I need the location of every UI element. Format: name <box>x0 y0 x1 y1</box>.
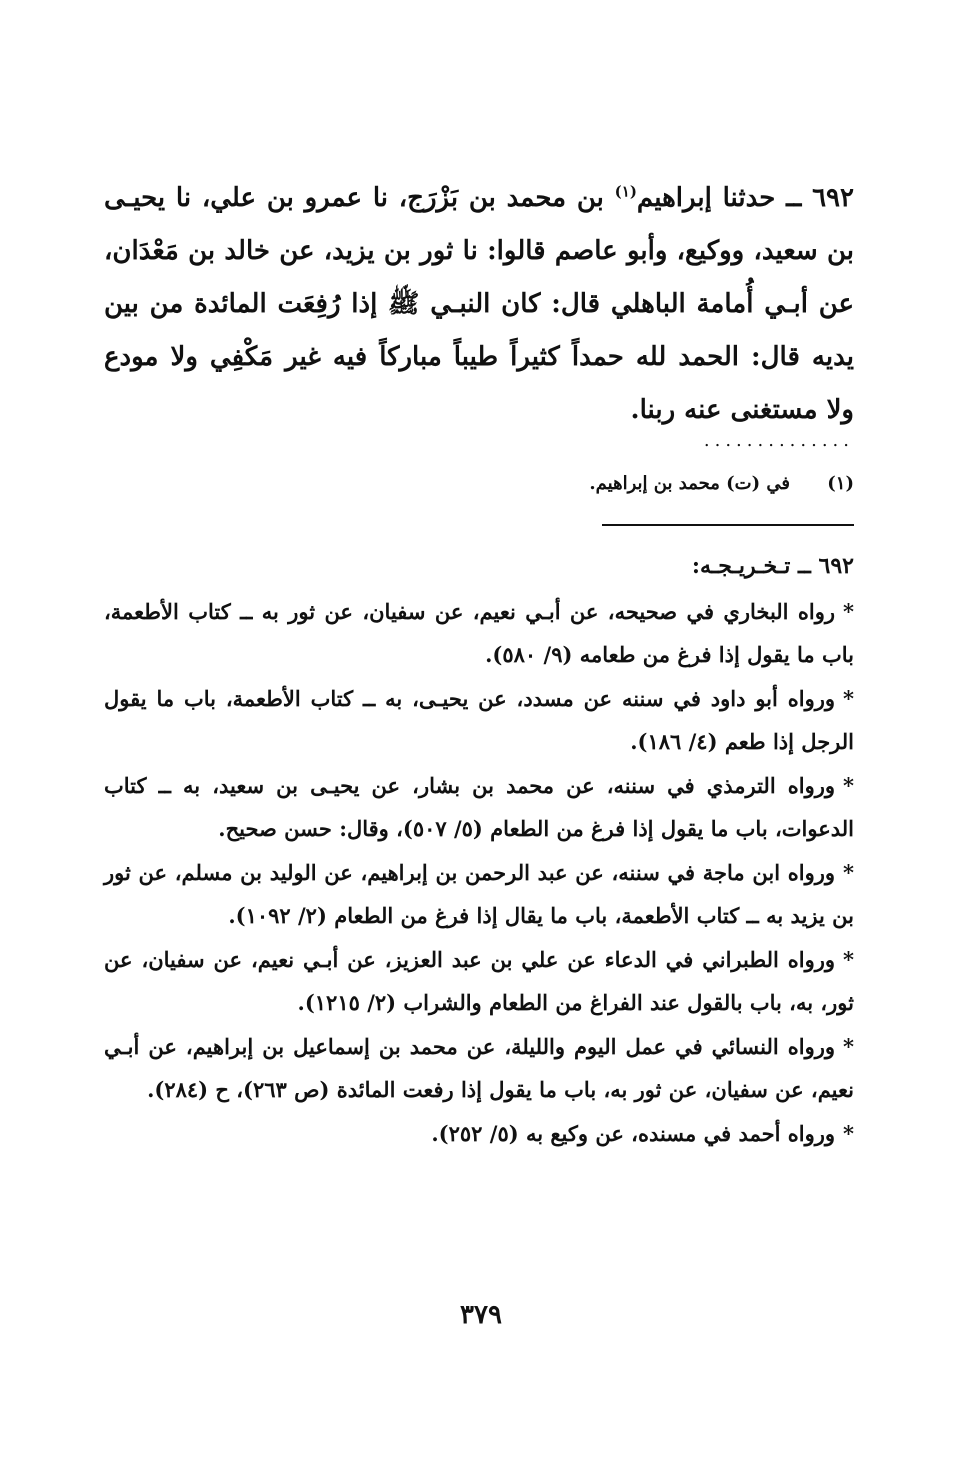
separator-dots: .............. <box>703 430 854 451</box>
takhrij-item-text: ورواه النسائي في عمل اليوم والليلة، عن محمد بن إسماعيل بن إبراهيم، عن أبـي نعيم، عن سفيان، عن ثور به، باب ما يقول إذا رفعت المائدة (ص ٢٦٣)، ح (٢٨٤). <box>104 1034 854 1102</box>
takhrij-item <box>104 677 854 763</box>
footnote-number: (١) <box>827 473 854 494</box>
takhrij-list <box>104 590 854 1156</box>
takhrij-heading: ٦٩٢ ــ تـخـريـجـه: <box>691 553 854 579</box>
section-divider <box>602 524 854 526</box>
hadith-text-part1: ــ حدثنا إبراهيم <box>636 183 813 213</box>
hadith-number: ٦٩٢ <box>812 183 854 213</box>
takhrij-item-text: ورواه الطبراني في الدعاء عن علي بن عبد العزيز، عن أبـي نعيم، عن سفيان، عن ثور، به، باب بالقول عند الفراغ من الطعام والشراب (٢/ ١٢١٥). <box>104 947 854 1015</box>
takhrij-item-text: رواه البخاري في صحيحه، عن أبـي نعيم، عن سفيان، عن ثور به ــ كتاب الأطعمة، باب ما يقول إذا فرغ من طعامه (٩/ ٥٨٠). <box>104 599 854 667</box>
takhrij-item-text: ورواه ابن ماجة في سننه، عن عبد الرحمن بن إبراهيم، عن الوليد بن مسلم، عن ثور بن يزيد به ــ كتاب الأطعمة، باب ما يقال إذا فرغ من الطعام (٢/ ١٠٩٢). <box>104 860 854 928</box>
bullet-star-icon: * <box>843 599 854 624</box>
footnote-marker: (١) <box>614 182 637 201</box>
hadith-text-part2: بن محمد بن بَزْرَج، نا عمرو بن علي، نا يحيـى بن سعيد، ووكيع، وأبو عاصم قالوا: نا ثور بن يزيد، عن خالد بن مَعْدَان، عن أبـي أُمامة الباهلي قال: كان النبـي ﷺ إذا رُفِعَت المائدة من بين يديه قال: الحمد لله حمداً كثيراً طيباً مباركاً فيه غير مَكْفِي ولا مودع ولا مستغنى عنه ربنا. <box>104 183 854 425</box>
takhrij-item <box>104 590 854 676</box>
footnote <box>104 470 854 498</box>
bullet-star-icon: * <box>843 773 854 798</box>
bullet-star-icon: * <box>843 860 854 885</box>
takhrij-item <box>104 1112 854 1155</box>
bullet-star-icon: * <box>843 686 854 711</box>
takhrij-item-text: ورواه أحمد في مسنده، عن وكيع به (٥/ ٢٥٢). <box>431 1121 836 1146</box>
takhrij-item-text: ورواه أبو داود في سننه عن مسدد، عن يحيـى، به ــ كتاب الأطعمة، باب ما يقول الرجل إذا طعم (٤/ ١٨٦). <box>104 686 854 754</box>
bullet-star-icon: * <box>843 1034 854 1059</box>
hadith-text <box>104 172 854 437</box>
bullet-star-icon: * <box>843 947 854 972</box>
takhrij-item <box>104 1025 854 1111</box>
takhrij-item <box>104 851 854 937</box>
takhrij-item <box>104 938 854 1024</box>
takhrij-item <box>104 764 854 850</box>
bullet-star-icon: * <box>843 1121 854 1146</box>
takhrij-item-text: ورواه الترمذي في سننه، عن محمد بن بشار، عن يحيـى بن سعيد، به ــ كتاب الدعوات، باب ما يقول إذا فرغ من الطعام (٥/ ٥٠٧)، وقال: حسن صحيح. <box>104 773 854 841</box>
page-number: ٣٧٩ <box>460 1300 502 1330</box>
footnote-text: في (ت) محمد بن إبراهيم. <box>589 473 790 494</box>
